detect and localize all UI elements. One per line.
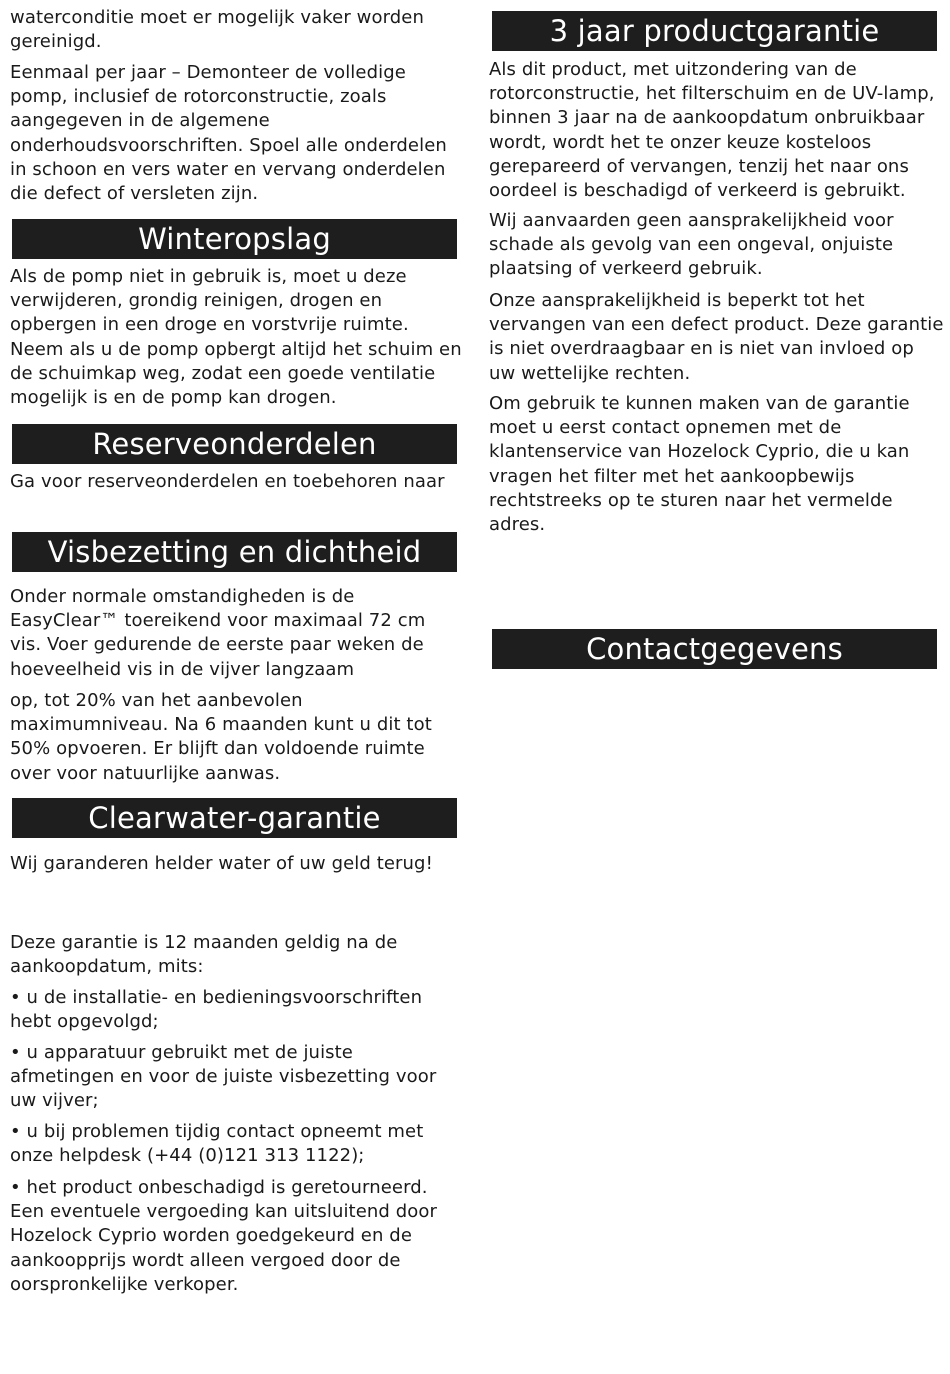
heading-productgarantie: 3 jaar productgarantie: [492, 11, 937, 51]
visbezetting-paragraph-2: op, tot 20% van het aanbevolen maximumniveau. Na 6 maanden kunt u dit tot 50% opvoeren. Er blijft dan voldoende ruimte over voor natuurlijke aanwas.: [10, 690, 432, 784]
visbezetting-paragraph-1: Onder normale omstandigheden is de EasyClear™ toereikend voor maximaal 72 cm vis. Voer gedurende de eerste paar weken de hoeveelheid vis in de vijver langzaam: [10, 586, 426, 680]
heading-reserveonderdelen: Reserveonderdelen: [12, 424, 457, 464]
heading-winteropslag: Winteropslag: [12, 219, 457, 259]
clearwater-bullet-4: • het product onbeschadigd is geretourneerd. Een eventuele vergoeding kan uitsluitend door Hozelock Cyprio worden goedgekeurd en de aankoopprijs wordt alleen vergoed door de oorspronkelijke verkoper.: [10, 1177, 437, 1295]
garantie-paragraph-4: Om gebruik te kunnen maken van de garantie moet u eerst contact opnemen met de klantenservice van Hozelock Cyprio, die u kan vragen het filter met het aankoopbewijs rechtstreeks op te sturen naar het vermelde adres.: [489, 393, 910, 536]
garantie-paragraph-2: Wij aanvaarden geen aansprakelijkheid voor schade als gevolg van een ongeval, onjuiste plaatsing of verkeerd gebruik.: [489, 210, 894, 280]
clearwater-paragraph-2: Deze garantie is 12 maanden geldig na de aankoopdatum, mits:: [10, 932, 398, 978]
clearwater-bullet-1: • u de installatie- en bedieningsvoorschriften hebt opgevolgd;: [10, 987, 423, 1033]
clearwater-bullet-2: • u apparatuur gebruikt met de juiste afmetingen en voor de juiste visbezetting voor uw vijver;: [10, 1042, 437, 1112]
heading-visbezetting: Visbezetting en dichtheid: [12, 532, 457, 572]
clearwater-paragraph-1: Wij garanderen helder water of uw geld terug!: [10, 853, 433, 874]
heading-clearwater-garantie: Clearwater-garantie: [12, 798, 457, 838]
intro-paragraph-2: Eenmaal per jaar – Demonteer de volledige pomp, inclusief de rotorconstructie, zoals aangegeven in de algemene onderhoudsvoorschriften. Spoel alle onderdelen in schoon en vers water en vervang onderdelen die defect of versleten zijn.: [10, 62, 447, 205]
intro-paragraph-1: waterconditie moet er mogelijk vaker worden gereinigd.: [10, 7, 424, 53]
clearwater-bullet-3: • u bij problemen tijdig contact opneemt met onze helpdesk (+44 (0)121 313 1122);: [10, 1121, 424, 1167]
garantie-paragraph-3: Onze aansprakelijkheid is beperkt tot het vervangen van een defect product. Deze garantie is niet overdraagbaar en is niet van invloed op uw wettelijke rechten.: [489, 290, 944, 384]
heading-contactgegevens: Contactgegevens: [492, 629, 937, 669]
garantie-paragraph-1: Als dit product, met uitzondering van de rotorconstructie, het filterschuim en de UV-lamp, binnen 3 jaar na de aankoopdatum onbruikbaar wordt, wordt het te onzer keuze kosteloos gerepareerd of vervangen, tenzij het naar ons oordeel is beschadigd of verkeerd is gebruikt.: [489, 59, 935, 202]
winteropslag-paragraph: Als de pomp niet in gebruik is, moet u deze verwijderen, grondig reinigen, drogen en opbergen in een droge en vorstvrije ruimte. Neem als u de pomp opbergt altijd het schuim en de schuimkap weg, zodat een goede ventilatie mogelijk is en de pomp kan drogen.: [10, 266, 462, 409]
reserveonderdelen-paragraph: Ga voor reserveonderdelen en toebehoren naar: [10, 471, 445, 492]
